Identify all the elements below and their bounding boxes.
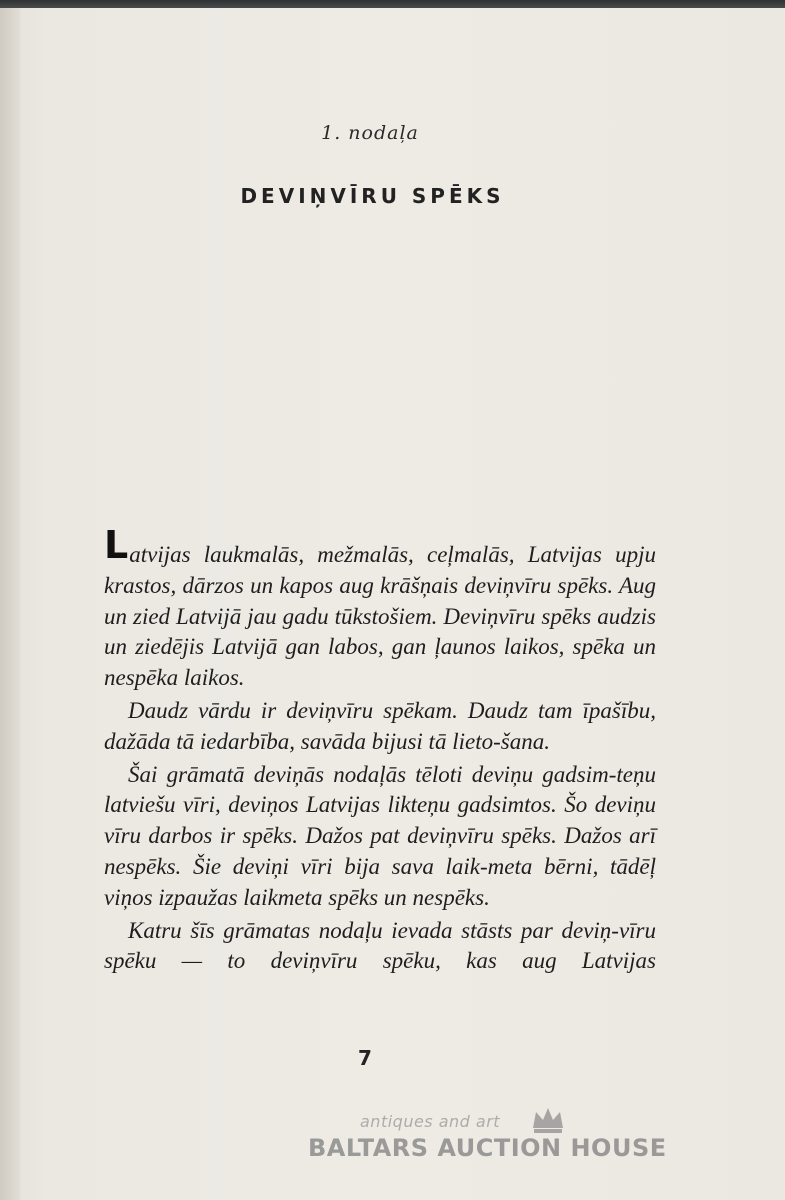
page-number: 7 bbox=[358, 1046, 372, 1070]
watermark bbox=[300, 1104, 710, 1174]
paragraph-1-text: atvijas laukmalās, mežmalās, ceļmalās, Latvijas upju krastos, dārzos un kapos aug krāšņais deviņvīru spēks. Aug un zied Latvijā jau gadu tūkstošiem. Deviņvīru spēks audzis un ziedējis Latvijā gan labos, gan ļaunos laikos, spēka un nespēka laikos. bbox=[104, 542, 656, 691]
paragraph-4: Katru šīs grāmatas nodaļu ievada stāsts par deviņ-vīru spēku — to deviņvīru spēku, kas aug Latvijas bbox=[104, 917, 656, 974]
watermark-brand: BALTARS AUCTION HOUSE bbox=[308, 1134, 667, 1162]
chapter-title: DEVIŅVĪRU SPĒKS bbox=[240, 184, 505, 208]
paragraph-2: Daudz vārdu ir deviņvīru spēkam. Daudz tam īpašību, dažāda tā iedarbība, savāda bijusi tā lieto-šana. bbox=[104, 697, 656, 754]
paragraph-3: Šai grāmatā deviņās nodaļās tēloti deviņu gadsim-teņu latviešu vīri, deviņos Latvijas likteņu gadsimtos. Šo deviņu vīru darbos ir spēks. Dažos pat deviņvīru spēks. Dažos arī nespēks. Šie deviņi vīri bija sava laik-meta bērni, tādēļ viņos izpaužas laikmeta spēks un nespēks. bbox=[104, 761, 656, 910]
crown-icon bbox=[530, 1104, 566, 1134]
watermark-tagline: antiques and art bbox=[360, 1112, 501, 1131]
body-text bbox=[104, 523, 656, 979]
paragraph-1 bbox=[104, 523, 656, 694]
chapter-number: 1. nodaļa bbox=[321, 122, 419, 144]
background-edge bbox=[0, 0, 785, 8]
drop-cap: L bbox=[104, 523, 129, 567]
